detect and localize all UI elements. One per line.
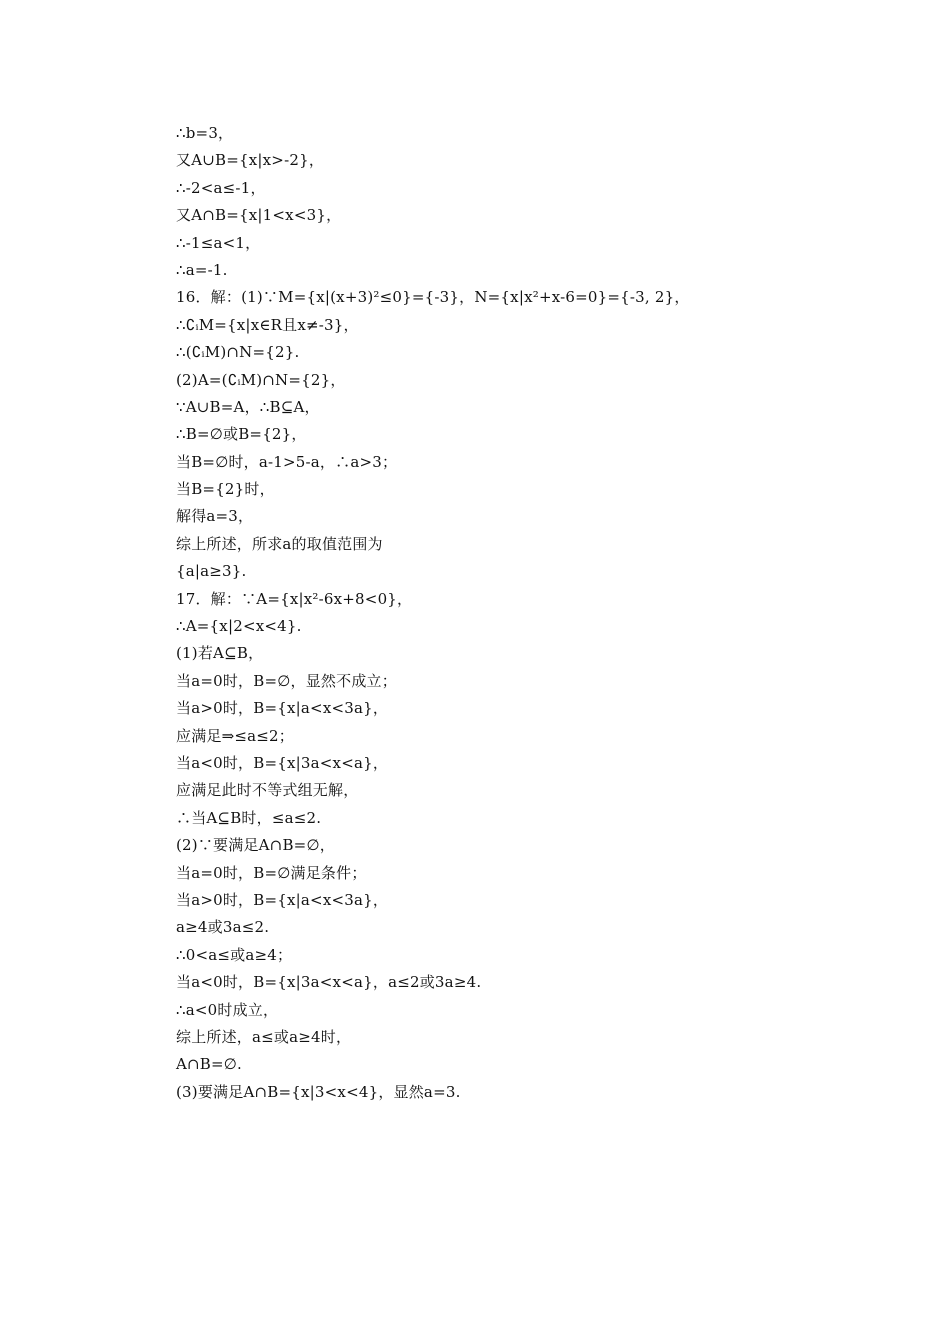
text-line: A∩B=∅. — [176, 1055, 243, 1074]
text-line: ∴-2<a≤-1， — [176, 178, 266, 197]
text-line: 应满足此时不等式组无解， — [176, 781, 359, 800]
text-line: 当a=0时，B=∅满足条件； — [176, 863, 367, 882]
text-line: 当a>0时，B={x|a<x<3a}， — [176, 699, 389, 718]
text-line: ∴-1≤a<1， — [176, 233, 261, 252]
text-line: (3)要满足A∩B={x|3<x<4}，显然a=3. — [176, 1082, 461, 1101]
text-line: ∴B=∅或B={2}， — [176, 425, 307, 444]
problem-17-line: 17．解：∵A={x|x²-6x+8<0}， — [176, 589, 413, 608]
text-line: ∴∁ᵢM={x|x∈R且x≠-3}， — [176, 315, 359, 334]
text-line: ∴0<a≤或a≥4； — [176, 945, 293, 964]
text-line: 当a<0时，B={x|3a<x<a}，a≤2或3a≥4. — [176, 973, 482, 992]
text-line: 当B={2}时， — [176, 480, 275, 499]
text-line: 当a=0时，B=∅，显然不成立； — [176, 671, 397, 690]
text-line: ∴a=-1. — [176, 260, 228, 279]
text-line: 综上所述，所求a的取值范围为 — [176, 534, 383, 553]
text-line: (1)若A⊆B， — [176, 644, 264, 663]
text-line: ∴(∁ᵢM)∩N={2}. — [176, 343, 300, 362]
text-line: ∴b=3， — [176, 124, 234, 142]
text-line: {a|a≥3}. — [176, 562, 247, 581]
solution-text — [176, 120, 916, 1106]
text-line: ∴a<0时成立， — [176, 1000, 279, 1019]
text-line: 当a<0时，B={x|3a<x<a}， — [176, 753, 389, 772]
text-line: (2)∵要满足A∩B=∅， — [176, 836, 335, 855]
text-line: 当a>0时，B={x|a<x<3a}， — [176, 890, 389, 909]
text-line: 又A∩B={x|1<x<3}， — [176, 206, 342, 225]
text-line: 应满足⇒≤a≤2； — [176, 726, 294, 745]
text-line: ∵A∪B=A，∴B⊆A， — [176, 397, 320, 416]
text-line: 当B=∅时，a-1>5-a，∴a>3； — [176, 452, 398, 471]
text-line: (2)A=(∁ᵢM)∩N={2}， — [176, 370, 346, 389]
text-line: ∴当A⊆B时，≤a≤2. — [176, 808, 322, 827]
text-line: 综上所述，a≤或a≥4时， — [176, 1027, 352, 1046]
text-line: 又A∪B={x|x>-2}， — [176, 151, 325, 170]
problem-16-line: 16．解：(1)∵M={x|(x+3)²≤0}={-3}，N={x|x²+x-6=0}={-3, 2}， — [176, 288, 690, 307]
text-line: ∴A={x|2<x<4}. — [176, 617, 302, 636]
text-line: 解得a=3， — [176, 507, 254, 526]
text-line: a≥4或3a≤2. — [176, 918, 270, 937]
